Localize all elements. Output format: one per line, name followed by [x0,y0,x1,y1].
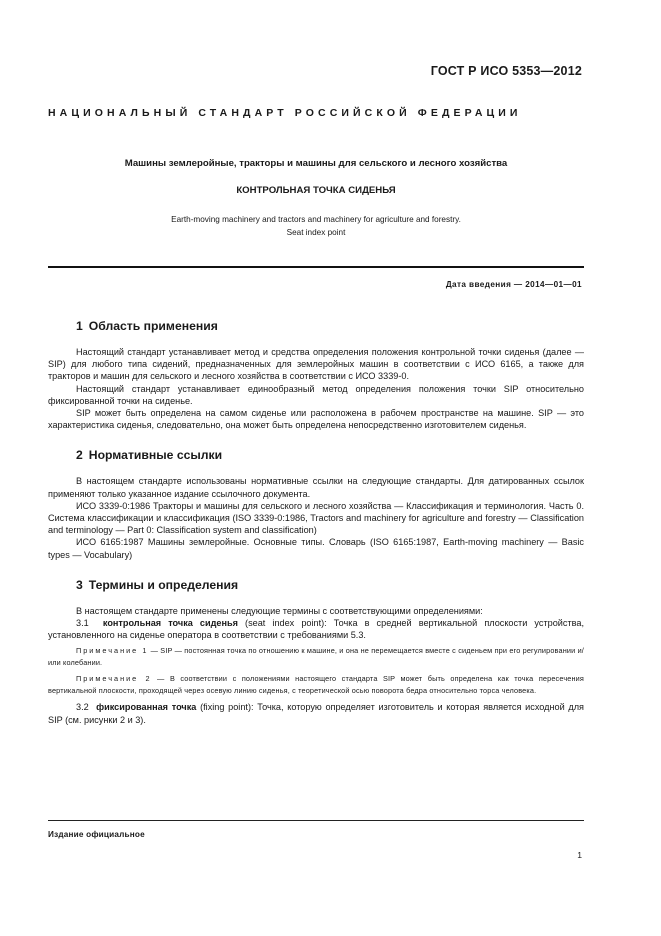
national-standard-heading: НАЦИОНАЛЬНЫЙ СТАНДАРТ РОССИЙСКОЙ ФЕДЕРАЦИИ [48,107,522,119]
note-text: — SIP — постоянная точка по отношению к машине, и она не перемещается вместе с сиденьем при его регулировании и/или колебании. [48,646,584,668]
note-label: Примечание 1 [76,646,149,656]
section-1-paragraph-2: Настоящий стандарт устанавливает единообразный метод определения положения точки SIP относительно фиксированной точки на сиденье. [48,383,584,406]
english-title [48,213,584,239]
term-definition: (fixing point): Точка, которую определяет изготовитель и которая является исходной для SIP (см. рисунки 2 и 3). [48,702,584,725]
note-label: Примечание 2 [76,674,152,684]
section-2-paragraph-3: ИСО 6165:1987 Машины землеройные. Основные типы. Словарь (ISO 6165:1987, Earth-moving machinery — Basic types — Vocabulary) [48,537,584,560]
section-1-paragraph-1: Настоящий стандарт устанавливает метод и средства определения положения контрольной точки сиденья (далее — SIP) для любого типа сидений, предназначенных для землеройных машин в соответствии с ИСО 6165, а также для тракторов и машин для сельского и лесного хозяйства в соответствии с ИСО 3339-0. [48,347,584,382]
section-2-paragraph-2: ИСО 3339-0:1986 Тракторы и машины для сельского и лесного хозяйства — Классификация и терминология. Часть 0. Система классификации и классификация (ISO 3339-0:1986, Tractors and machinery for agriculture and forestry — Classification and terminology — Part 0: Classification system and classification) [48,500,584,536]
section-number: 3 [76,577,83,592]
term-name: контрольная точка сиденья [102,618,238,629]
section-number: 1 [76,319,83,333]
term-3-1 [48,617,584,641]
section-2-paragraph-1: В настоящем стандарте использованы нормативные ссылки на следующие стандарты. Для датированных ссылок применяют только указанное издание ссылочного документа. [48,476,584,499]
standard-number: ГОСТ Р ИСО 5353—2012 [430,64,582,78]
section-number: 2 [76,448,83,463]
section-title: Нормативные ссылки [88,448,223,463]
footer-divider [48,820,584,821]
note-2 [48,673,584,697]
document-main-title: КОНТРОЛЬНАЯ ТОЧКА СИДЕНЬЯ [236,185,396,196]
section-3-heading [76,577,584,593]
term-name: фиксированная точка [96,702,197,713]
note-text: — В соответствии с положениями настоящего стандарта SIP может быть определена как точка пересечения вертикальной плоскости, проходящей через осевую линию сиденья, с теоретической осью поворота бедра относительно торса человека. [48,674,584,696]
section-1-heading [76,318,584,334]
section-title: Термины и определения [88,577,239,592]
title-divider [48,266,584,268]
section-1-paragraph-3: SIP может быть определена на самом сиденье или расположена в рабочем пространстве на машине. SIP — это характеристика сиденья, следовательно, она может быть определена непосредственно изготовителем сиденья. [48,408,584,431]
document-subject-title: Машины землеройные, тракторы и машины для сельского и лесного хозяйства [124,158,508,169]
page-number: 1 [577,850,582,860]
term-number: 3.2 [76,702,89,713]
introduction-date: Дата введения — 2014—01—01 [445,280,582,289]
term-3-2 [48,701,584,725]
official-edition-label: Издание официальное [48,830,145,839]
section-3-paragraph-1: В настоящем стандарте применены следующие термины с соответствующими определениями: [76,605,483,616]
note-1 [48,645,584,669]
english-title-line-2: Seat index point [286,228,346,237]
document-body [48,318,584,726]
english-title-line-1: Earth-moving machinery and tractors and machinery for agriculture and forestry. [171,215,461,224]
term-number: 3.1 [76,618,89,629]
section-2-heading [76,447,584,463]
term-definition: (seat index point): Точка в средней вертикальной плоскости устройства, установленного на сиденье оператора в соответствии с требованиями 5.3. [48,618,584,641]
section-title: Область применения [88,319,218,333]
